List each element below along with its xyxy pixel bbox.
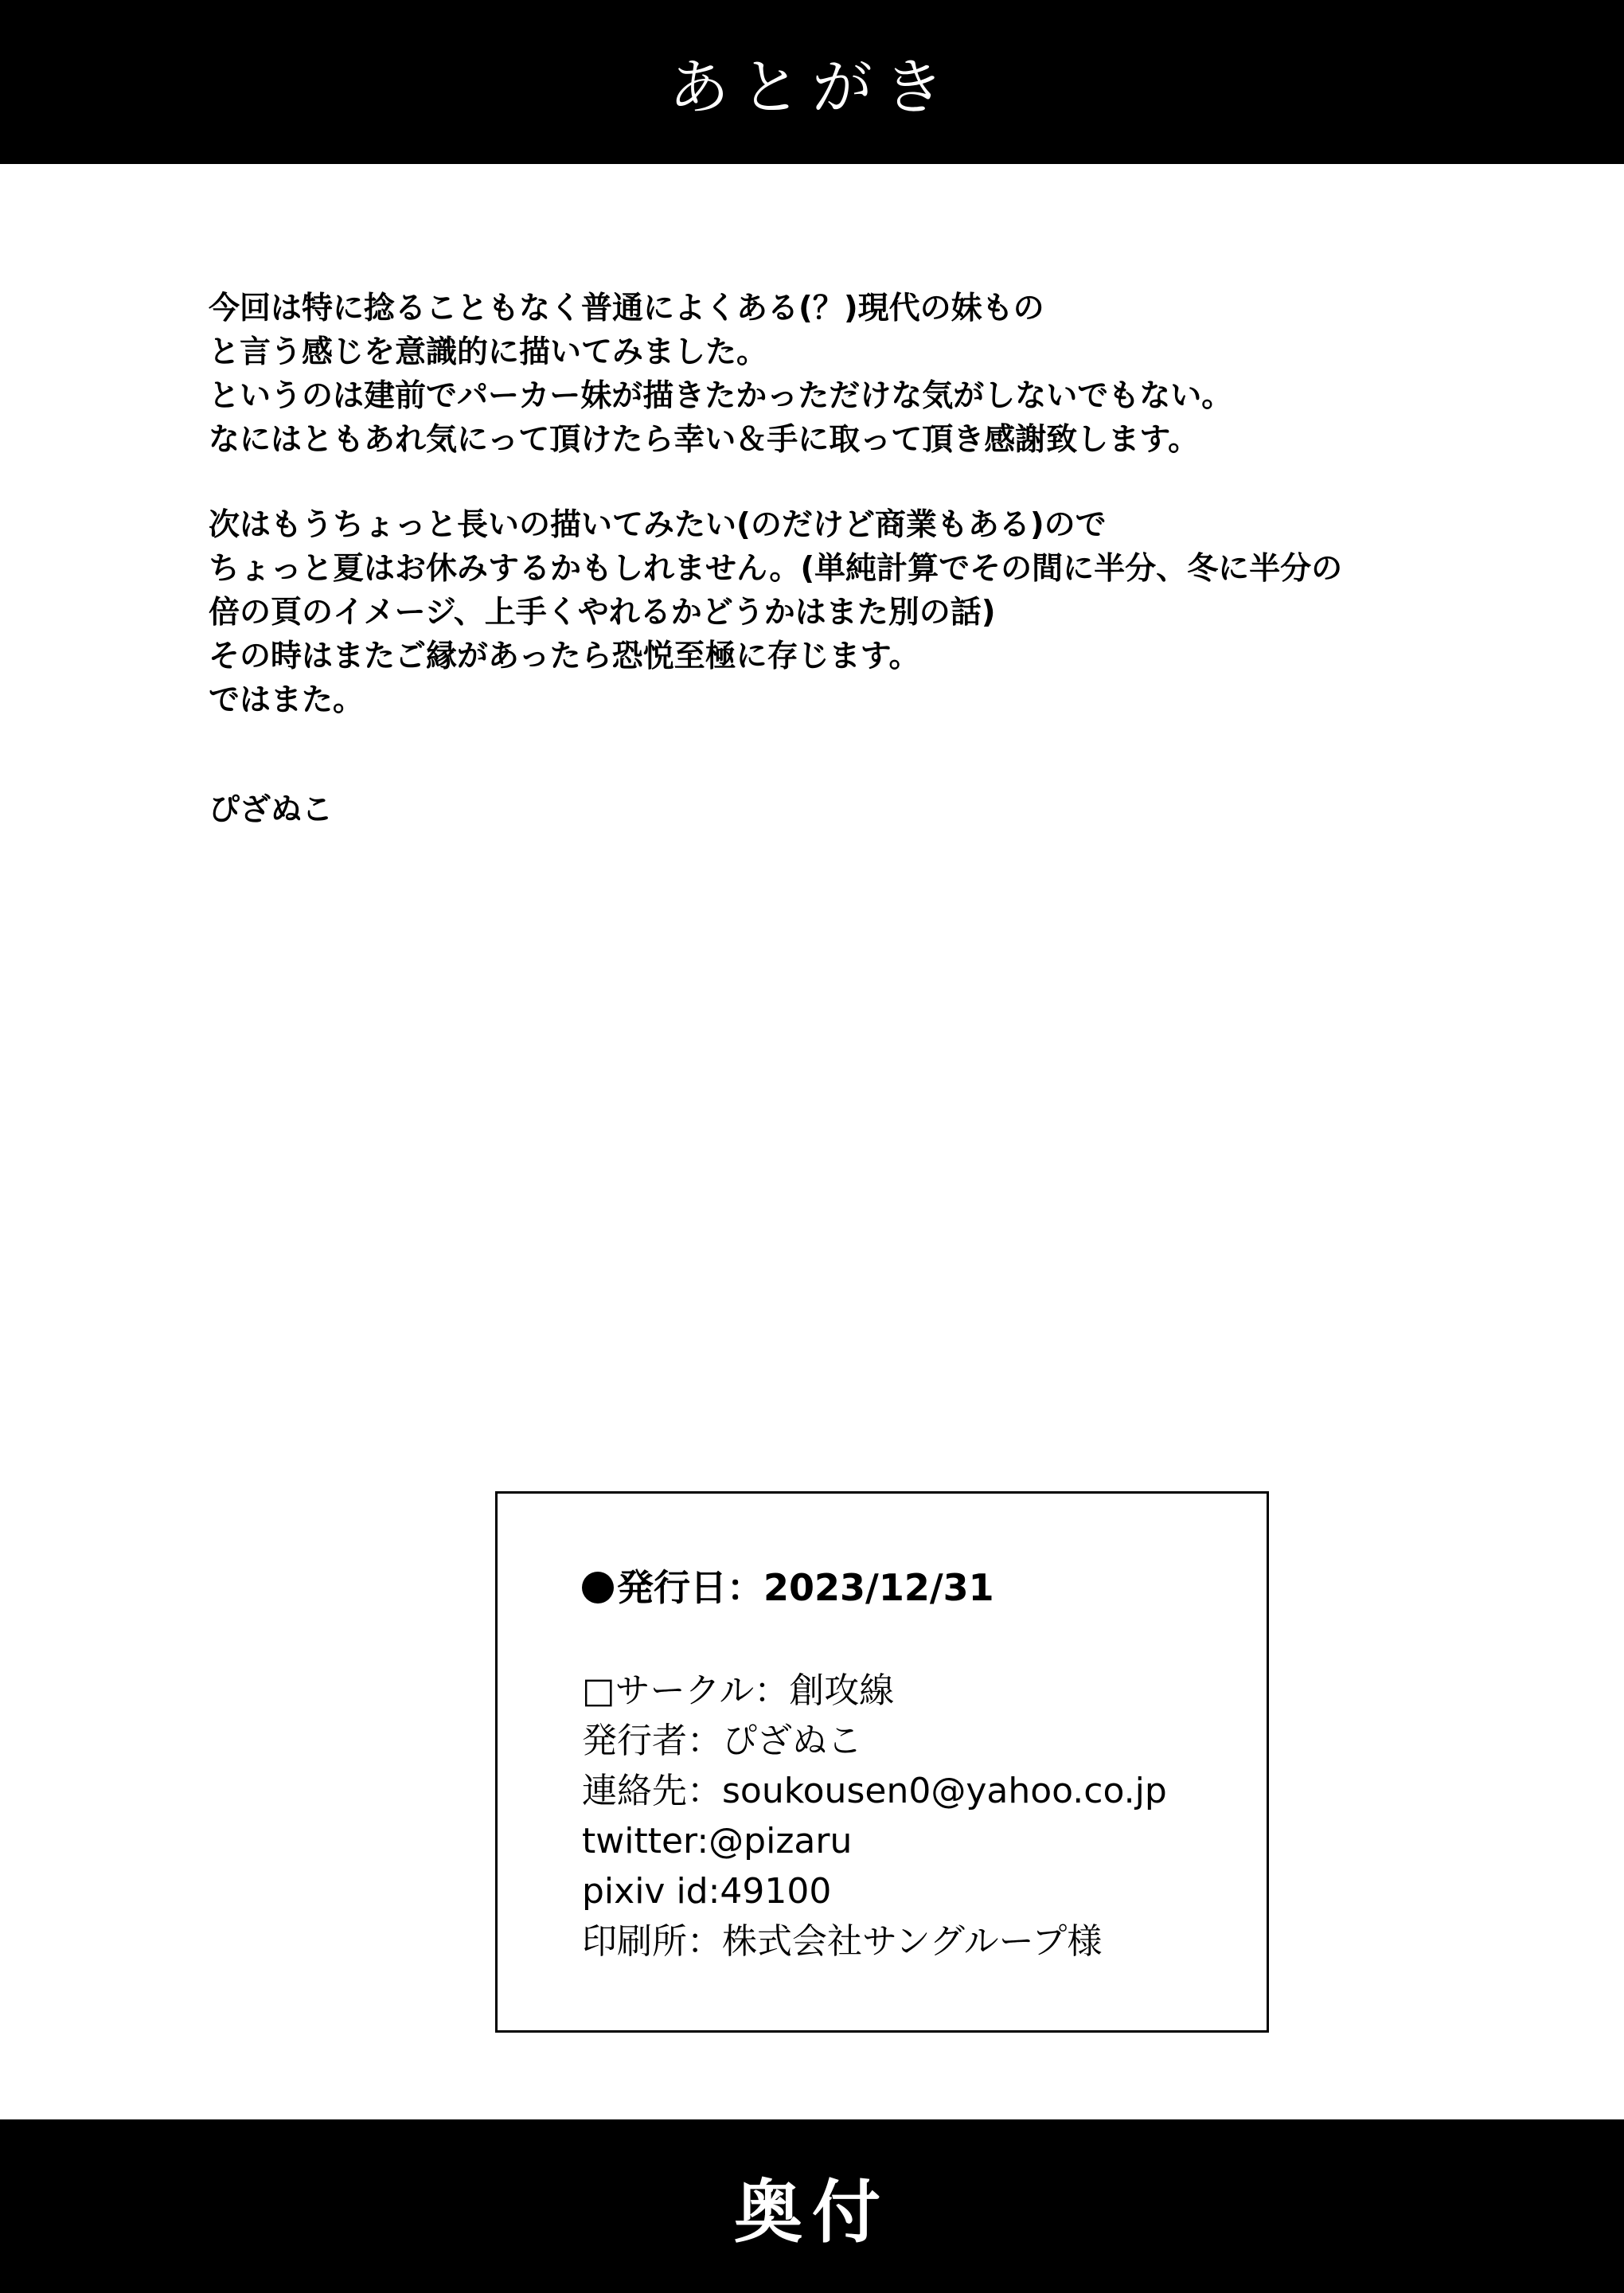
publish-date: [582, 1564, 994, 1611]
page-title: あとがき: [669, 51, 955, 123]
colophon-details: [582, 1666, 1167, 1967]
footer-title: 奥付: [734, 2173, 890, 2252]
afterword-text: [209, 287, 1562, 764]
author-signature: ぴざぬこ: [209, 792, 334, 828]
text-line: なにはともあれ気にって頂けたら幸い＆手に取って頂き感謝致します。: [209, 422, 1200, 458]
bullet-icon: [582, 1572, 614, 1604]
text-line: 次はもうちょっと長いの描いてみたい(のだけど商業もある)ので: [209, 507, 1107, 543]
printer-name: 印刷所：株式会社サングループ様: [582, 1921, 1103, 1962]
contact-email: 連絡先：soukousen0@yahoo.co.jp: [582, 1771, 1167, 1811]
text-line: と言う感じを意識的に描いてみました。: [209, 334, 768, 370]
colophon-box: [495, 1491, 1269, 2033]
text-line: その時はまたご縁があったら恐悦至極に存じます。: [209, 639, 920, 674]
twitter-handle: twitter:@pizaru: [582, 1821, 853, 1861]
footer-bar: [0, 2119, 1624, 2293]
publish-date-text: 発行日：2023/12/31: [617, 1566, 994, 1609]
header-bar: [0, 0, 1624, 164]
text-line: というのは建前でパーカー妹が描きたかっただけな気がしないでもない。: [209, 378, 1233, 414]
text-line: 倍の頁のイメージ、上手くやれるかどうかはまた別の話): [209, 595, 996, 631]
publisher-name: 発行者：ぴざぬこ: [582, 1721, 862, 1761]
afterword-paragraph-1: [209, 287, 1562, 462]
circle-name: □サークル：創攻線: [582, 1670, 895, 1711]
text-line: ちょっと夏はお休みするかもしれません。(単純計算でその間に半分、冬に半分の: [209, 551, 1343, 587]
afterword-paragraph-2: [209, 503, 1562, 722]
text-line: 今回は特に捻ることもなく普通によくある(？)現代の妹もの: [209, 291, 1044, 326]
pixiv-id: pixiv id:49100: [582, 1871, 832, 1912]
text-line: ではまた。: [209, 682, 365, 718]
